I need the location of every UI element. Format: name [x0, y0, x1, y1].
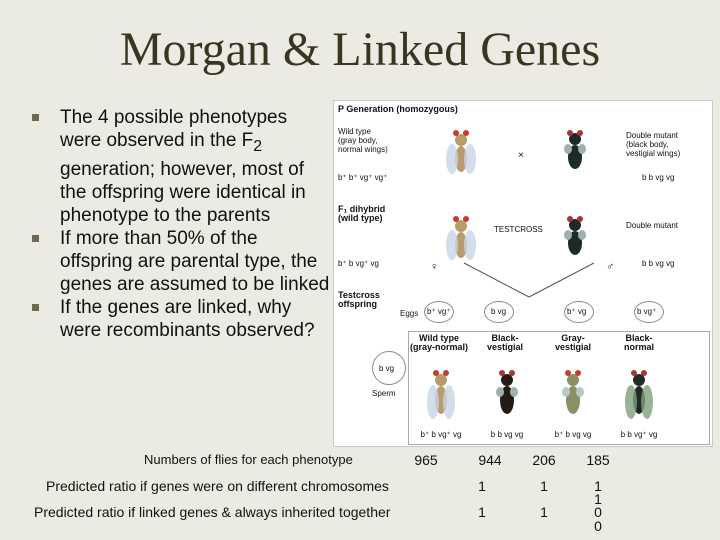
- row-value: 1: [594, 491, 602, 507]
- cross-mark: ×: [518, 150, 524, 161]
- offspring-header-3: Gray- vestigial: [554, 333, 592, 352]
- row-label: Predicted ratio if linked genes & always inherited together: [34, 504, 391, 520]
- offspring-genotype-2: b b vg vg: [490, 430, 524, 439]
- row-value: 1: [594, 478, 602, 494]
- offspring-genotype-3: b⁺ b vg vg: [554, 430, 592, 439]
- egg-4: b vg⁺: [634, 301, 664, 323]
- bullet-1-text: The 4 possible phenotypes were observed in the F: [60, 107, 288, 151]
- row-value: 1: [478, 478, 486, 494]
- cross-lines: [454, 261, 604, 301]
- wild-type-label: Wild type (gray body, normal wings): [338, 127, 388, 154]
- row-value: 0: [594, 518, 602, 534]
- sperm-label: Sperm: [372, 389, 396, 398]
- row-value: 185: [586, 452, 610, 468]
- offspring-panel: [408, 331, 710, 445]
- bullet-3: [30, 296, 330, 342]
- table-row: [0, 478, 720, 507]
- linkage-figure: [333, 100, 713, 447]
- table-row: [0, 452, 720, 470]
- fly-wild-type-icon: [444, 123, 478, 177]
- offspring-genotype-1: b⁺ b vg⁺ vg: [420, 430, 462, 439]
- offspring-header-4: Black- normal: [623, 333, 654, 352]
- row-value: 1: [540, 478, 548, 494]
- eggs-label: Eggs: [400, 309, 419, 318]
- row-value: 206: [532, 452, 556, 468]
- bullet-marker: [32, 235, 39, 242]
- bullet-3-text: If the genes are linked, why were recombinants observed?: [60, 296, 315, 341]
- bullet-marker: [32, 114, 39, 121]
- bullet-1-text-post: generation; however, most of the offspring were identical in phenotype to the parents: [60, 158, 306, 226]
- fly-double-mutant-icon: [558, 125, 592, 175]
- sperm-cell: b vg: [372, 351, 406, 385]
- bullet-1-sub: 2: [253, 137, 263, 155]
- fly-mutant-icon: [558, 211, 592, 261]
- f1-genotype: b⁺ b vg⁺ vg: [338, 259, 379, 268]
- fly-f1-icon: [444, 209, 478, 263]
- row-value: 944: [478, 452, 502, 468]
- bullet-2-text: If more than 50% of the offspring are parental type, the genes are assumed to be linked: [60, 227, 330, 295]
- row-value: 0: [594, 504, 602, 520]
- table-row: [0, 504, 720, 534]
- offspring-header-1: Wild type (gray-normal): [409, 333, 468, 352]
- offspring-genotype-4: b b vg⁺ vg: [620, 430, 658, 439]
- row-value: 1: [540, 504, 548, 520]
- fly-black-normal-icon: [623, 358, 655, 422]
- bullet-marker: [32, 304, 39, 311]
- female-symbol: ♀: [430, 261, 439, 273]
- row-label: Numbers of flies for each phenotype: [144, 452, 353, 467]
- p-wild-genotype: b⁺ b⁺ vg⁺ vg⁺: [338, 173, 388, 182]
- egg-1: b⁺ vg⁺: [424, 301, 454, 323]
- p-mutant-genotype: b b vg vg: [642, 173, 675, 182]
- mutant-genotype-2: b b vg vg: [642, 259, 675, 268]
- bullet-2: [30, 227, 330, 296]
- row-label: Predicted ratio if genes were on different chromosomes: [46, 478, 389, 494]
- bullet-1: [30, 106, 330, 227]
- f1-label: F₁ dihybrid (wild type): [338, 204, 386, 223]
- slide-title: Morgan & Linked Genes: [119, 23, 601, 76]
- row-value: 965: [414, 452, 438, 468]
- fly-black-vestigial-icon: [491, 358, 523, 422]
- bullet-list: [30, 106, 330, 342]
- p-generation-label: P Generation (homozygous): [338, 104, 458, 114]
- offspring-header-2: Black- vestigial: [486, 333, 524, 352]
- egg-2: b vg: [484, 301, 514, 323]
- fly-wild-offspring-icon: [425, 358, 457, 422]
- male-symbol: ♂: [606, 261, 615, 273]
- fly-gray-vestigial-icon: [557, 358, 589, 422]
- double-mutant-label: Double mutant (black body, vestigial wings): [626, 131, 681, 158]
- testcross-label: TESTCROSS: [494, 225, 543, 234]
- testcross-offspring-label: Testcross offspring: [338, 290, 380, 309]
- row-value: 1: [478, 504, 486, 520]
- double-mutant-label-2: Double mutant: [626, 221, 679, 230]
- egg-3: b⁺ vg: [564, 301, 594, 323]
